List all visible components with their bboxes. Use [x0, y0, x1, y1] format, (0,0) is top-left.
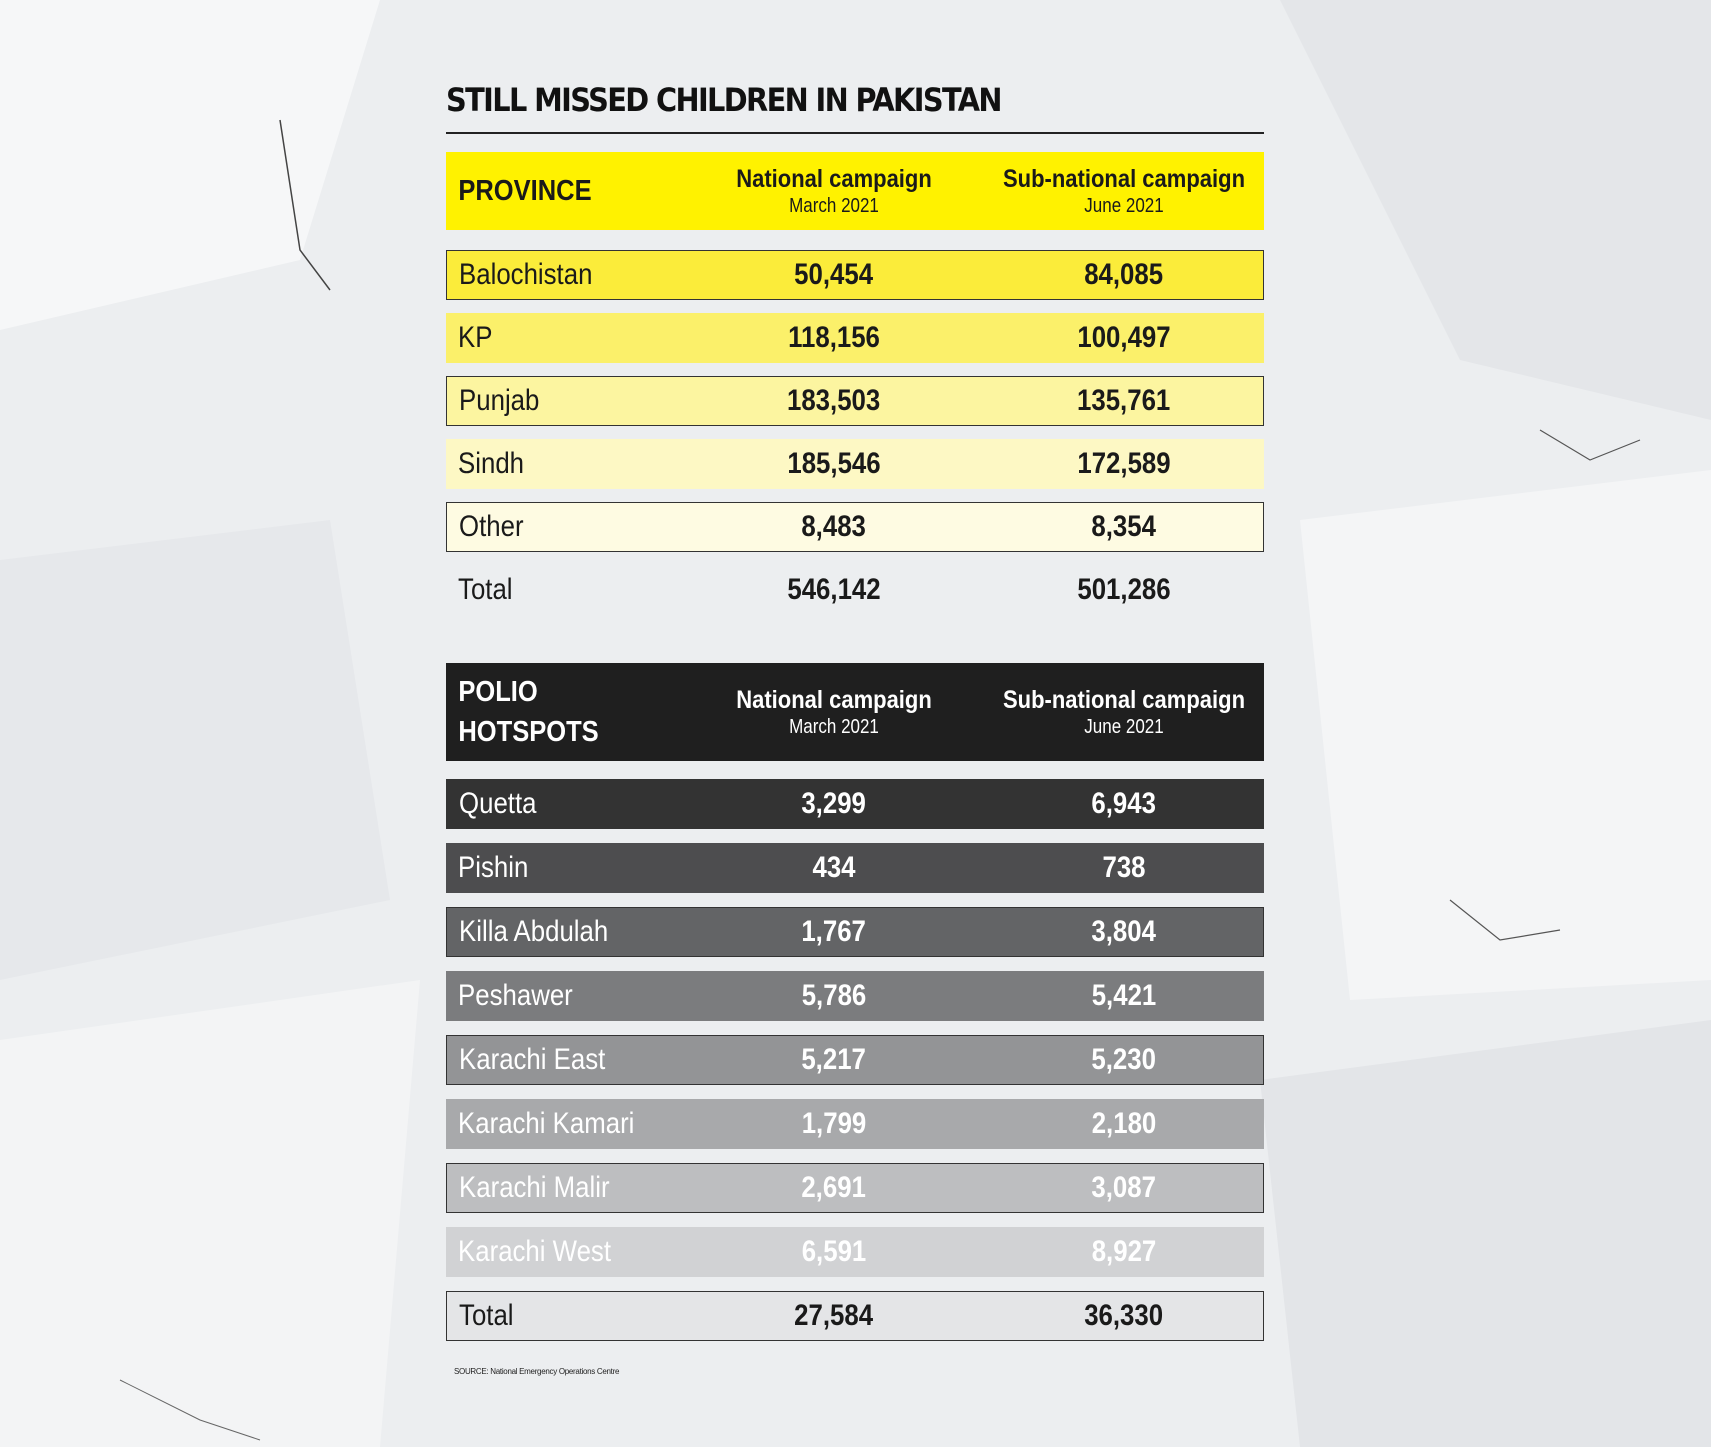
national-value: 6,591: [801, 1235, 867, 1268]
subnational-value: 172,589: [1077, 447, 1171, 480]
subnational-value: 8,354: [1091, 510, 1156, 543]
table-row: [446, 313, 1264, 363]
total-row: [446, 565, 1264, 615]
row-label: Total: [459, 1299, 514, 1332]
subnational-value: 3,087: [1091, 1171, 1156, 1204]
chart-title: STILL MISSED CHILDREN IN PAKISTAN: [446, 81, 1001, 119]
national-value: 434: [812, 851, 856, 884]
table-row: [446, 502, 1264, 552]
national-campaign-date: March 2021: [789, 716, 879, 738]
row-label: Karachi Kamari: [458, 1107, 635, 1140]
national-campaign-header: [684, 164, 984, 218]
row-label: Karachi West: [458, 1235, 611, 1268]
subnational-campaign-date: June 2021: [1084, 716, 1164, 738]
table-row: [446, 376, 1264, 426]
national-value: 50,454: [794, 258, 874, 291]
national-value: 546,142: [787, 573, 881, 606]
national-campaign-title: National campaign: [736, 686, 932, 714]
hotspot-table-header: [446, 663, 1264, 761]
subnational-campaign-title: Sub-national campaign: [1002, 165, 1246, 193]
hotspot-header-line2: HOTSPOTS: [458, 716, 599, 748]
national-value: 2,691: [801, 1171, 867, 1204]
table-row: [446, 250, 1264, 300]
national-value: 183,503: [787, 384, 881, 417]
row-label: Sindh: [458, 447, 525, 480]
national-value: 1,767: [801, 915, 867, 948]
subnational-value: 135,761: [1076, 384, 1170, 417]
national-value: 118,156: [788, 321, 880, 354]
province-table: [446, 152, 1264, 615]
title-divider: [446, 132, 1264, 134]
table-row: [446, 779, 1264, 829]
row-label: Peshawer: [458, 979, 573, 1012]
national-value: 1,799: [801, 1107, 867, 1140]
hotspot-rows: [446, 779, 1264, 1341]
subnational-value: 6,943: [1091, 787, 1156, 820]
source-note: SOURCE: National Emergency Operations Centre: [454, 1367, 620, 1376]
national-value: 8,483: [801, 510, 867, 543]
row-label: Punjab: [459, 384, 540, 417]
subnational-campaign-header: [984, 685, 1264, 739]
national-campaign-date: March 2021: [789, 195, 879, 217]
hotspot-table: [446, 663, 1264, 1341]
subnational-value: 36,330: [1083, 1299, 1163, 1332]
row-label: Killa Abdulah: [459, 915, 609, 948]
province-column-header: PROVINCE: [458, 175, 592, 207]
table-row: [446, 439, 1264, 489]
table-row: [446, 1227, 1264, 1277]
row-label: Pishin: [458, 851, 529, 884]
subnational-value: 738: [1102, 851, 1146, 884]
province-rows: [446, 250, 1264, 615]
subnational-value: 5,421: [1091, 979, 1157, 1012]
national-campaign-title: National campaign: [736, 165, 932, 193]
national-value: 5,786: [801, 979, 867, 1012]
national-value: 185,546: [787, 447, 881, 480]
national-value: 3,299: [801, 787, 867, 820]
infographic: [446, 70, 1264, 1376]
subnational-value: 5,230: [1091, 1043, 1156, 1076]
row-label: Total: [458, 573, 513, 606]
subnational-campaign-header: [984, 164, 1264, 218]
table-row: [446, 1035, 1264, 1085]
table-row: [446, 1163, 1264, 1213]
table-row: [446, 843, 1264, 893]
subnational-value: 100,497: [1077, 321, 1171, 354]
subnational-value: 84,085: [1083, 258, 1163, 291]
province-table-header: [446, 152, 1264, 230]
subnational-value: 501,286: [1077, 573, 1171, 606]
national-value: 5,217: [801, 1043, 867, 1076]
table-row: [446, 1099, 1264, 1149]
row-label: Balochistan: [459, 258, 593, 291]
subnational-value: 2,180: [1091, 1107, 1157, 1140]
row-label: Karachi East: [459, 1043, 606, 1076]
subnational-value: 3,804: [1091, 915, 1156, 948]
subnational-value: 8,927: [1091, 1235, 1157, 1268]
table-row: [446, 971, 1264, 1021]
row-label: KP: [458, 321, 493, 354]
subnational-campaign-date: June 2021: [1084, 195, 1164, 217]
hotspot-column-header: [446, 672, 655, 752]
national-campaign-header: [684, 685, 984, 739]
subnational-campaign-title: Sub-national campaign: [1002, 686, 1246, 714]
row-label: Quetta: [459, 787, 537, 820]
row-label: Karachi Malir: [459, 1171, 610, 1204]
national-value: 27,584: [794, 1299, 874, 1332]
total-row: [446, 1291, 1264, 1341]
row-label: Other: [459, 510, 524, 543]
hotspot-header-line1: POLIO: [458, 676, 538, 708]
table-row: [446, 907, 1264, 957]
